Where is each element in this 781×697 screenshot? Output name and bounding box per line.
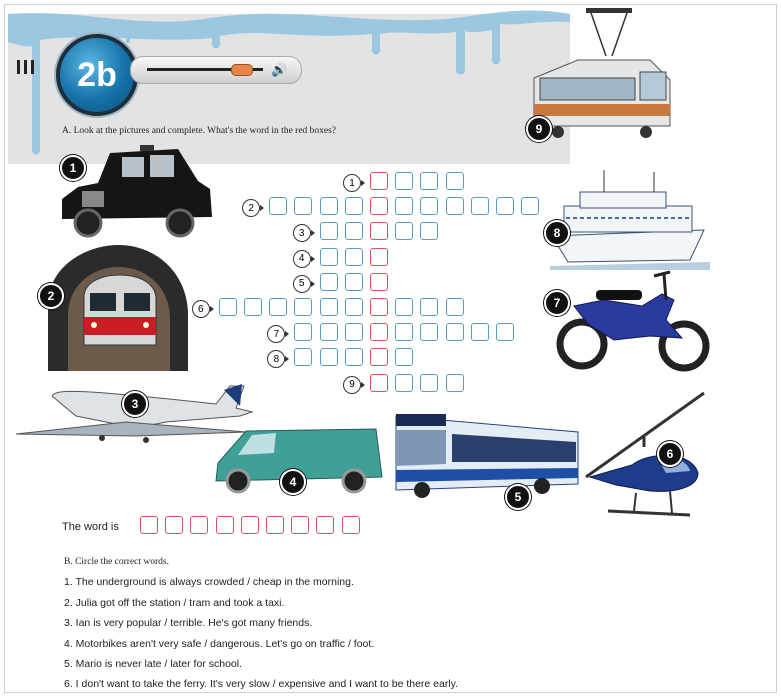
answer-letter-box[interactable] [291,516,309,534]
crossword-letter-box[interactable] [395,323,413,341]
picture-number-2: 2 [38,283,64,309]
speaker-icon[interactable]: 🔊 [271,62,288,77]
crossword-red-box[interactable] [370,248,388,266]
section-a-instruction: A. Look at the pictures and complete. What's the word in the red boxes? [62,126,337,136]
crossword-letter-box[interactable] [446,374,464,392]
answer-letter-box[interactable] [140,516,158,534]
crossword-red-box[interactable] [370,222,388,240]
ferry-icon [550,170,710,270]
crossword-letter-box[interactable] [420,298,438,316]
underground-train-icon [48,245,188,371]
crossword-letter-box[interactable] [496,323,514,341]
crossword-letter-box[interactable] [294,323,312,341]
crossword-letter-box[interactable] [395,348,413,366]
crossword-letter-box[interactable] [446,298,464,316]
answer-letter-box[interactable] [190,516,208,534]
sentence-5: 5. Mario is never late / later for school. [64,658,242,670]
crossword-letter-box[interactable] [395,197,413,215]
crossword-letter-box[interactable] [446,323,464,341]
sentence-3: 3. Ian is very popular / terrible. He's got many friends. [64,617,313,629]
picture-number-8: 8 [544,220,570,246]
crossword-letter-box[interactable] [420,172,438,190]
crossword-red-box[interactable] [370,298,388,316]
crossword-letter-box[interactable] [521,197,539,215]
crossword-letter-box[interactable] [345,348,363,366]
picture-number-9: 9 [526,116,552,142]
crossword-letter-box[interactable] [420,323,438,341]
crossword-letter-box[interactable] [446,197,464,215]
crossword-letter-box[interactable] [269,197,287,215]
picture-number-6: 6 [657,441,683,467]
sentence-4: 4. Motorbikes aren't very safe / dangerous. Let's go on traffic / foot. [64,638,375,650]
sentence-6: 6. I don't want to take the ferry. It's very slow / expensive and I want to be there early. [64,678,459,690]
audio-progress-knob[interactable] [231,64,253,76]
picture-number-1: 1 [60,155,86,181]
crossword-letter-box[interactable] [269,298,287,316]
section-b-title: B. Circle the correct words. [64,557,169,567]
answer-letter-box[interactable] [165,516,183,534]
word-label: The word is [62,521,119,533]
answer-letter-box[interactable] [266,516,284,534]
answer-letter-box[interactable] [216,516,234,534]
crossword-clue-number-1: 1 [343,174,361,192]
crossword-letter-box[interactable] [420,222,438,240]
crossword-letter-box[interactable] [320,248,338,266]
pause-icon[interactable] [17,60,45,74]
crossword-letter-box[interactable] [471,323,489,341]
answer-letter-box[interactable] [316,516,334,534]
picture-number-3: 3 [122,391,148,417]
crossword-letter-box[interactable] [496,197,514,215]
crossword-clue-number-3: 3 [293,224,311,242]
picture-number-5: 5 [505,484,531,510]
crossword-letter-box[interactable] [345,323,363,341]
crossword-clue-number-9: 9 [343,376,361,394]
crossword-letter-box[interactable] [244,298,262,316]
crossword-letter-box[interactable] [345,222,363,240]
unit-badge: 2b [56,34,138,116]
crossword-letter-box[interactable] [320,323,338,341]
sentence-2: 2. Julia got off the station / tram and took a taxi. [64,597,285,609]
crossword-clue-number-8: 8 [267,350,285,368]
crossword-red-box[interactable] [370,197,388,215]
crossword-letter-box[interactable] [320,298,338,316]
crossword-letter-box[interactable] [294,298,312,316]
crossword-clue-number-7: 7 [267,325,285,343]
crossword-clue-number-6: 6 [192,300,210,318]
crossword-letter-box[interactable] [345,298,363,316]
crossword-red-box[interactable] [370,323,388,341]
crossword-clue-number-5: 5 [293,275,311,293]
crossword-letter-box[interactable] [420,374,438,392]
crossword-letter-box[interactable] [395,222,413,240]
crossword-letter-box[interactable] [420,197,438,215]
crossword-letter-box[interactable] [320,197,338,215]
crossword-letter-box[interactable] [446,172,464,190]
crossword-red-box[interactable] [370,374,388,392]
bus-icon [392,410,582,500]
crossword-letter-box[interactable] [395,172,413,190]
crossword-letter-box[interactable] [219,298,237,316]
crossword-letter-box[interactable] [320,273,338,291]
crossword-letter-box[interactable] [345,197,363,215]
picture-number-7: 7 [544,290,570,316]
crossword-letter-box[interactable] [320,348,338,366]
audio-player-bar[interactable] [130,56,302,84]
helicopter-icon [580,385,710,525]
crossword-letter-box[interactable] [345,273,363,291]
crossword-letter-box[interactable] [294,348,312,366]
crossword-red-box[interactable] [370,273,388,291]
crossword-red-box[interactable] [370,348,388,366]
crossword-red-box[interactable] [370,172,388,190]
answer-letter-box[interactable] [342,516,360,534]
crossword-letter-box[interactable] [395,374,413,392]
picture-number-4: 4 [280,469,306,495]
crossword-letter-box[interactable] [395,298,413,316]
crossword-letter-box[interactable] [320,222,338,240]
motorbike-icon [554,270,714,375]
crossword-letter-box[interactable] [294,197,312,215]
sentence-1: 1. The underground is always crowded / cheap in the morning. [64,576,354,588]
crossword-clue-number-4: 4 [293,250,311,268]
answer-letter-box[interactable] [241,516,259,534]
crossword-clue-number-2: 2 [242,199,260,217]
crossword-letter-box[interactable] [345,248,363,266]
crossword-letter-box[interactable] [471,197,489,215]
